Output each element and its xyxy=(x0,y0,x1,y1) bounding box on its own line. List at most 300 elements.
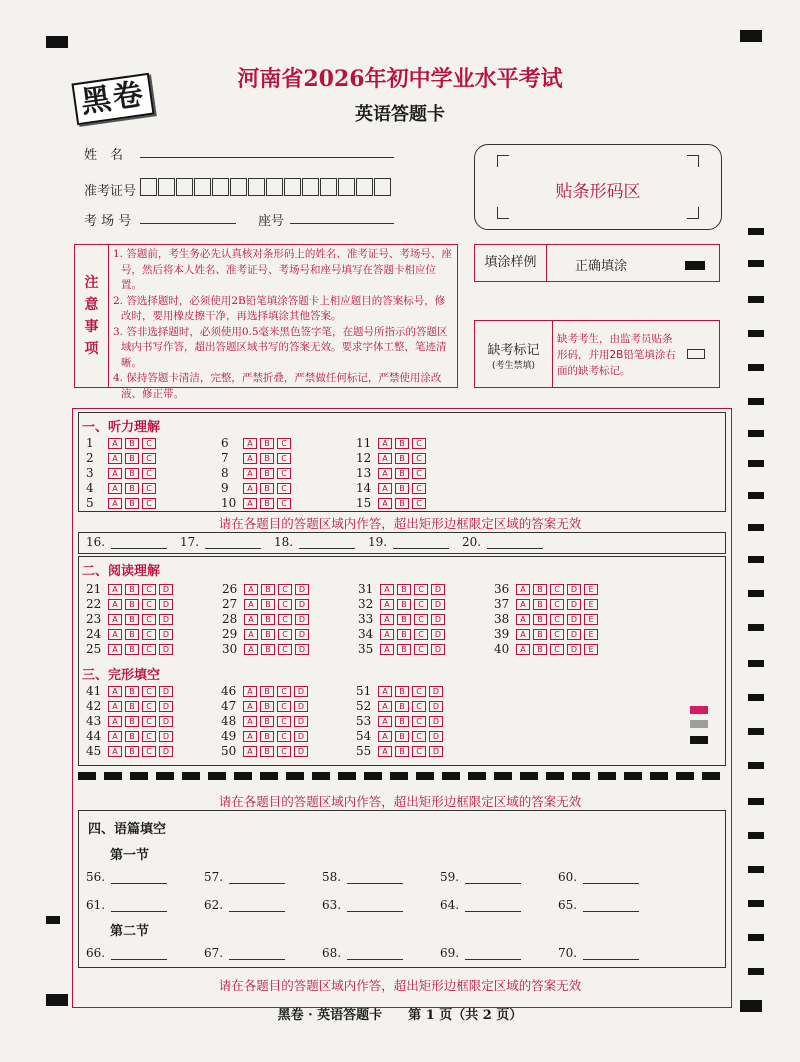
option-bubble-b[interactable]: B xyxy=(533,629,547,640)
question-number: 50 xyxy=(221,744,237,758)
option-bubble-a[interactable]: A xyxy=(378,453,392,464)
option-bubble-b[interactable]: B xyxy=(395,483,409,494)
option-bubble-b[interactable]: B xyxy=(125,584,139,595)
option-bubble-a[interactable]: A xyxy=(108,629,122,640)
option-bubble-c[interactable]: C xyxy=(412,438,426,449)
option-bubble-e[interactable]: E xyxy=(584,629,598,640)
blank-number: 19. xyxy=(368,535,388,549)
question-27 xyxy=(222,597,312,611)
reading-heading: 二、阅读理解 xyxy=(82,564,161,579)
option-bubble-e[interactable]: E xyxy=(584,644,598,655)
answer-line[interactable] xyxy=(111,870,167,884)
option-bubble-c[interactable]: C xyxy=(142,483,156,494)
fill-blank-19[interactable] xyxy=(368,535,449,549)
option-bubble-c[interactable]: C xyxy=(414,629,428,640)
option-bubble-a[interactable]: A xyxy=(380,584,394,595)
blank-number: 68. xyxy=(322,946,342,960)
question-23 xyxy=(86,612,176,626)
blank-number: 57. xyxy=(204,870,224,884)
option-bubble-c[interactable]: C xyxy=(550,584,564,595)
question-number: 6 xyxy=(221,436,229,450)
option-bubble-c[interactable]: C xyxy=(277,686,291,697)
option-bubble-a[interactable]: A xyxy=(378,468,392,479)
option-bubble-b[interactable]: B xyxy=(125,701,139,712)
option-bubble-b[interactable]: B xyxy=(533,584,547,595)
option-bubble-b[interactable]: B xyxy=(260,438,274,449)
option-bubble-b[interactable]: B xyxy=(125,453,139,464)
option-bubble-b[interactable]: B xyxy=(261,629,275,640)
option-bubble-b[interactable]: B xyxy=(125,731,139,742)
timing-mark xyxy=(748,900,764,907)
option-bubble-e[interactable]: E xyxy=(584,584,598,595)
fill-blank-20[interactable] xyxy=(462,535,543,549)
question-39 xyxy=(494,627,601,641)
question-number: 40 xyxy=(494,642,510,656)
part1-heading: 第一节 xyxy=(110,848,150,863)
option-bubble-b[interactable]: B xyxy=(395,731,409,742)
option-bubble-d[interactable]: D xyxy=(431,584,445,595)
option-bubble-a[interactable]: A xyxy=(108,483,122,494)
option-bubble-b[interactable]: B xyxy=(125,629,139,640)
question-number: 35 xyxy=(358,642,374,656)
option-bubble-c[interactable]: C xyxy=(550,599,564,610)
question-24 xyxy=(86,627,176,641)
option-bubble-d[interactable]: D xyxy=(429,686,443,697)
option-bubble-b[interactable]: B xyxy=(260,731,274,742)
option-bubble-a[interactable]: A xyxy=(108,686,122,697)
passage-heading: 四、语篇填空 xyxy=(88,822,167,837)
option-bubble-a[interactable]: A xyxy=(108,599,122,610)
question-38 xyxy=(494,612,601,626)
fill-sample-box xyxy=(474,244,720,282)
question-7 xyxy=(221,451,294,465)
option-bubble-b[interactable]: B xyxy=(260,686,274,697)
timing-mark xyxy=(748,330,764,337)
option-bubble-b[interactable]: B xyxy=(260,498,274,509)
option-bubble-b[interactable]: B xyxy=(260,483,274,494)
answer-line[interactable] xyxy=(111,898,167,912)
option-bubble-c[interactable]: C xyxy=(412,701,426,712)
fill-blank-62[interactable] xyxy=(204,898,285,912)
fill-blank-61[interactable] xyxy=(86,898,167,912)
option-bubble-a[interactable]: A xyxy=(516,614,530,625)
question-number: 8 xyxy=(221,466,229,480)
option-bubble-b[interactable]: B xyxy=(260,746,274,757)
question-number: 31 xyxy=(358,582,374,596)
question-number: 33 xyxy=(358,612,374,626)
option-bubble-a[interactable]: A xyxy=(108,746,122,757)
blank-number: 56. xyxy=(86,870,106,884)
option-bubble-c[interactable]: C xyxy=(142,498,156,509)
warning-text: 请在各题目的答题区域内作答，超出矩形边框限定区域的答案无效 xyxy=(218,794,582,809)
option-bubble-b[interactable]: B xyxy=(395,498,409,509)
option-bubble-d[interactable]: D xyxy=(431,614,445,625)
option-bubble-a[interactable]: A xyxy=(243,438,257,449)
blank-number: 69. xyxy=(440,946,460,960)
option-bubble-d[interactable]: D xyxy=(295,584,309,595)
option-bubble-a[interactable]: A xyxy=(516,644,530,655)
option-bubble-c[interactable]: C xyxy=(412,716,426,727)
option-bubble-b[interactable]: B xyxy=(125,438,139,449)
answer-line[interactable] xyxy=(229,946,285,960)
option-bubble-b[interactable]: B xyxy=(261,614,275,625)
option-bubble-a[interactable]: A xyxy=(243,498,257,509)
option-bubble-c[interactable]: C xyxy=(142,468,156,479)
question-55 xyxy=(356,744,446,758)
option-bubble-a[interactable]: A xyxy=(108,498,122,509)
option-bubble-c[interactable]: C xyxy=(277,498,291,509)
option-bubble-d[interactable]: D xyxy=(159,599,173,610)
absent-sublabel: (考生禁填) xyxy=(491,361,536,371)
answer-line[interactable] xyxy=(347,946,403,960)
option-bubble-d[interactable]: D xyxy=(567,599,581,610)
timing-mark xyxy=(748,934,764,941)
option-bubble-d[interactable]: D xyxy=(567,629,581,640)
option-bubble-e[interactable]: E xyxy=(584,599,598,610)
answer-line[interactable] xyxy=(347,898,403,912)
seat-field[interactable] xyxy=(290,210,394,224)
warning-text: 请在各题目的答题区域内作答，超出矩形边框限定区域的答案无效 xyxy=(218,978,582,993)
fill-blank-68[interactable] xyxy=(322,946,403,960)
timing-mark xyxy=(748,296,764,303)
option-bubble-c[interactable]: C xyxy=(414,584,428,595)
option-bubble-c[interactable]: C xyxy=(412,686,426,697)
option-bubble-b[interactable]: B xyxy=(260,468,274,479)
option-bubble-d[interactable]: D xyxy=(431,629,445,640)
option-bubble-b[interactable]: B xyxy=(260,701,274,712)
question-number: 3 xyxy=(86,466,94,480)
answer-line[interactable] xyxy=(583,898,639,912)
answer-line[interactable] xyxy=(487,535,543,549)
note-item: 4. 保持答题卡清洁，完整，严禁折叠，严禁做任何标记，严禁使用涂改液、修正带。 xyxy=(113,372,442,400)
question-29 xyxy=(222,627,312,641)
option-bubble-c[interactable]: C xyxy=(142,584,156,595)
option-bubble-b[interactable]: B xyxy=(125,599,139,610)
timing-mark xyxy=(748,430,764,437)
option-bubble-c[interactable]: C xyxy=(550,614,564,625)
option-bubble-b[interactable]: B xyxy=(261,644,275,655)
option-bubble-d[interactable]: D xyxy=(159,584,173,595)
answer-line[interactable] xyxy=(229,898,285,912)
option-bubble-c[interactable]: C xyxy=(412,731,426,742)
option-bubble-d[interactable]: D xyxy=(159,629,173,640)
question-49 xyxy=(221,729,311,743)
fill-blank-70[interactable] xyxy=(558,946,639,960)
option-bubble-d[interactable]: D xyxy=(294,701,308,712)
fill-blank-56[interactable] xyxy=(86,870,167,884)
option-bubble-d[interactable]: D xyxy=(295,614,309,625)
option-bubble-c[interactable]: C xyxy=(278,599,292,610)
option-bubble-b[interactable]: B xyxy=(125,746,139,757)
blank-number: 17. xyxy=(180,535,200,549)
fill-blank-67[interactable] xyxy=(204,946,285,960)
option-bubble-c[interactable]: C xyxy=(278,644,292,655)
option-bubble-b[interactable]: B xyxy=(533,599,547,610)
option-bubble-a[interactable]: A xyxy=(243,453,257,464)
option-bubble-a[interactable]: A xyxy=(108,438,122,449)
fill-blank-63[interactable] xyxy=(322,898,403,912)
blank-number: 70. xyxy=(558,946,578,960)
option-bubble-a[interactable]: A xyxy=(108,644,122,655)
absent-checkbox[interactable] xyxy=(687,349,705,359)
option-bubble-d[interactable]: D xyxy=(295,629,309,640)
option-bubble-b[interactable]: B xyxy=(397,614,411,625)
timing-mark xyxy=(748,460,764,467)
option-bubble-b[interactable]: B xyxy=(261,584,275,595)
option-bubble-a[interactable]: A xyxy=(244,644,258,655)
room-field[interactable] xyxy=(140,210,236,224)
fill-blank-18[interactable] xyxy=(274,535,355,549)
option-bubble-b[interactable]: B xyxy=(125,644,139,655)
option-bubble-a[interactable]: A xyxy=(378,438,392,449)
option-bubble-b[interactable]: B xyxy=(397,644,411,655)
option-bubble-b[interactable]: B xyxy=(397,629,411,640)
option-bubble-c[interactable]: C xyxy=(277,701,291,712)
option-bubble-b[interactable]: B xyxy=(125,614,139,625)
option-bubble-a[interactable]: A xyxy=(108,453,122,464)
answer-line[interactable] xyxy=(229,870,285,884)
option-bubble-a[interactable]: A xyxy=(108,614,122,625)
question-number: 42 xyxy=(86,699,102,713)
option-bubble-b[interactable]: B xyxy=(397,584,411,595)
option-bubble-b[interactable]: B xyxy=(533,644,547,655)
option-bubble-c[interactable]: C xyxy=(414,644,428,655)
option-bubble-a[interactable]: A xyxy=(378,731,392,742)
option-bubble-d[interactable]: D xyxy=(159,644,173,655)
exam-id-field[interactable] xyxy=(140,178,392,196)
option-bubble-a[interactable]: A xyxy=(516,584,530,595)
option-bubble-d[interactable]: D xyxy=(295,644,309,655)
question-number: 30 xyxy=(222,642,238,656)
option-bubble-c[interactable]: C xyxy=(278,614,292,625)
fill-blank-59[interactable] xyxy=(440,870,521,884)
option-bubble-a[interactable]: A xyxy=(243,483,257,494)
option-bubble-c[interactable]: C xyxy=(412,468,426,479)
option-bubble-a[interactable]: A xyxy=(108,584,122,595)
option-bubble-b[interactable]: B xyxy=(260,716,274,727)
option-bubble-d[interactable]: D xyxy=(294,731,308,742)
option-bubble-c[interactable]: C xyxy=(142,453,156,464)
option-bubble-a[interactable]: A xyxy=(380,629,394,640)
question-number: 32 xyxy=(358,597,374,611)
fill-blank-17[interactable] xyxy=(180,535,261,549)
option-bubble-d[interactable]: D xyxy=(159,746,173,757)
filled-mark-example xyxy=(685,261,705,270)
fill-blank-66[interactable] xyxy=(86,946,167,960)
option-bubble-d[interactable]: D xyxy=(429,746,443,757)
answer-line[interactable] xyxy=(205,535,261,549)
option-bubble-c[interactable]: C xyxy=(142,686,156,697)
question-47 xyxy=(221,699,311,713)
question-number: 23 xyxy=(86,612,102,626)
option-bubble-c[interactable]: C xyxy=(278,629,292,640)
option-bubble-d[interactable]: D xyxy=(567,614,581,625)
option-bubble-d[interactable]: D xyxy=(159,731,173,742)
question-number: 2 xyxy=(86,451,94,465)
timing-mark xyxy=(748,694,764,701)
timing-mark xyxy=(748,492,764,499)
option-bubble-b[interactable]: B xyxy=(260,453,274,464)
option-bubble-c[interactable]: C xyxy=(142,731,156,742)
answer-line[interactable] xyxy=(111,535,167,549)
option-bubble-c[interactable]: C xyxy=(550,629,564,640)
option-bubble-d[interactable]: D xyxy=(159,716,173,727)
question-43 xyxy=(86,714,176,728)
option-bubble-b[interactable]: B xyxy=(395,701,409,712)
option-bubble-a[interactable]: A xyxy=(243,746,257,757)
color-swatch xyxy=(690,736,708,744)
option-bubble-c[interactable]: C xyxy=(277,483,291,494)
question-37 xyxy=(494,597,601,611)
option-bubble-c[interactable]: C xyxy=(277,731,291,742)
option-bubble-c[interactable]: C xyxy=(412,498,426,509)
option-bubble-a[interactable]: A xyxy=(380,614,394,625)
option-bubble-b[interactable]: B xyxy=(395,468,409,479)
option-bubble-d[interactable]: D xyxy=(294,716,308,727)
option-bubble-a[interactable]: A xyxy=(516,629,530,640)
option-bubble-c[interactable]: C xyxy=(142,629,156,640)
option-bubble-a[interactable]: A xyxy=(243,468,257,479)
option-bubble-b[interactable]: B xyxy=(533,614,547,625)
question-52 xyxy=(356,699,446,713)
option-bubble-c[interactable]: C xyxy=(277,453,291,464)
option-bubble-d[interactable]: D xyxy=(567,584,581,595)
answer-line[interactable] xyxy=(299,535,355,549)
option-bubble-c[interactable]: C xyxy=(414,614,428,625)
option-bubble-c[interactable]: C xyxy=(550,644,564,655)
option-bubble-c[interactable]: C xyxy=(142,438,156,449)
option-bubble-b[interactable]: B xyxy=(125,498,139,509)
option-bubble-b[interactable]: B xyxy=(397,599,411,610)
option-bubble-b[interactable]: B xyxy=(395,746,409,757)
question-11 xyxy=(356,436,429,450)
answer-line[interactable] xyxy=(111,946,167,960)
answer-line[interactable] xyxy=(347,870,403,884)
timing-mark xyxy=(748,398,764,405)
question-number: 26 xyxy=(222,582,238,596)
option-bubble-d[interactable]: D xyxy=(429,701,443,712)
option-bubble-c[interactable]: C xyxy=(142,716,156,727)
fill-blank-64[interactable] xyxy=(440,898,521,912)
answer-line[interactable] xyxy=(583,870,639,884)
option-bubble-d[interactable]: D xyxy=(429,731,443,742)
option-bubble-d[interactable]: D xyxy=(429,716,443,727)
option-bubble-d[interactable]: D xyxy=(294,746,308,757)
option-bubble-d[interactable]: D xyxy=(567,644,581,655)
option-bubble-a[interactable]: A xyxy=(380,644,394,655)
option-bubble-d[interactable]: D xyxy=(294,686,308,697)
option-bubble-c[interactable]: C xyxy=(142,599,156,610)
question-31 xyxy=(358,582,448,596)
option-bubble-b[interactable]: B xyxy=(125,686,139,697)
question-number: 10 xyxy=(221,496,237,510)
option-bubble-d[interactable]: D xyxy=(159,614,173,625)
option-bubble-a[interactable]: A xyxy=(244,584,258,595)
option-bubble-a[interactable]: A xyxy=(243,701,257,712)
option-bubble-a[interactable]: A xyxy=(108,468,122,479)
option-bubble-d[interactable]: D xyxy=(295,599,309,610)
option-bubble-b[interactable]: B xyxy=(125,468,139,479)
option-bubble-c[interactable]: C xyxy=(142,644,156,655)
blank-number: 59. xyxy=(440,870,460,884)
fill-blank-57[interactable] xyxy=(204,870,285,884)
question-36 xyxy=(494,582,601,596)
question-10 xyxy=(221,496,294,510)
registration-mark xyxy=(46,36,68,48)
fill-blank-16[interactable] xyxy=(86,535,167,549)
option-bubble-b[interactable]: B xyxy=(395,716,409,727)
option-bubble-d[interactable]: D xyxy=(431,599,445,610)
option-bubble-c[interactable]: C xyxy=(142,701,156,712)
answer-line[interactable] xyxy=(465,946,521,960)
option-bubble-c[interactable]: C xyxy=(277,746,291,757)
option-bubble-d[interactable]: D xyxy=(159,701,173,712)
option-bubble-c[interactable]: C xyxy=(142,614,156,625)
option-bubble-e[interactable]: E xyxy=(584,614,598,625)
option-bubble-a[interactable]: A xyxy=(108,716,122,727)
option-bubble-c[interactable]: C xyxy=(412,746,426,757)
fill-blank-60[interactable] xyxy=(558,870,639,884)
answer-line[interactable] xyxy=(583,946,639,960)
option-bubble-a[interactable]: A xyxy=(516,599,530,610)
option-bubble-c[interactable]: C xyxy=(277,716,291,727)
option-bubble-a[interactable]: A xyxy=(378,686,392,697)
option-bubble-a[interactable]: A xyxy=(243,731,257,742)
option-bubble-a[interactable]: A xyxy=(244,629,258,640)
option-bubble-c[interactable]: C xyxy=(278,584,292,595)
option-bubble-c[interactable]: C xyxy=(412,453,426,464)
option-bubble-b[interactable]: B xyxy=(395,453,409,464)
option-bubble-c[interactable]: C xyxy=(277,438,291,449)
option-bubble-a[interactable]: A xyxy=(378,716,392,727)
fill-blank-69[interactable] xyxy=(440,946,521,960)
passage-section xyxy=(78,810,726,968)
option-bubble-a[interactable]: A xyxy=(378,746,392,757)
option-bubble-b[interactable]: B xyxy=(395,686,409,697)
option-bubble-c[interactable]: C xyxy=(412,483,426,494)
option-bubble-a[interactable]: A xyxy=(108,731,122,742)
option-bubble-a[interactable]: A xyxy=(244,614,258,625)
fill-blank-58[interactable] xyxy=(322,870,403,884)
option-bubble-a[interactable]: A xyxy=(378,483,392,494)
fill-blank-65[interactable] xyxy=(558,898,639,912)
option-bubble-c[interactable]: C xyxy=(142,746,156,757)
option-bubble-d[interactable]: D xyxy=(431,644,445,655)
option-bubble-b[interactable]: B xyxy=(395,438,409,449)
option-bubble-b[interactable]: B xyxy=(125,483,139,494)
barcode-label: 贴条形码区 xyxy=(555,182,641,202)
question-number: 11 xyxy=(356,436,372,450)
name-field[interactable] xyxy=(140,144,394,158)
option-bubble-a[interactable]: A xyxy=(378,498,392,509)
option-bubble-c[interactable]: C xyxy=(414,599,428,610)
option-bubble-d[interactable]: D xyxy=(159,686,173,697)
option-bubble-b[interactable]: B xyxy=(125,716,139,727)
answer-line[interactable] xyxy=(393,535,449,549)
option-bubble-a[interactable]: A xyxy=(378,701,392,712)
option-bubble-a[interactable]: A xyxy=(380,599,394,610)
answer-line[interactable] xyxy=(465,898,521,912)
question-3 xyxy=(86,466,159,480)
blank-number: 58. xyxy=(322,870,342,884)
option-bubble-a[interactable]: A xyxy=(243,686,257,697)
option-bubble-a[interactable]: A xyxy=(244,599,258,610)
option-bubble-a[interactable]: A xyxy=(243,716,257,727)
answer-line[interactable] xyxy=(465,870,521,884)
option-bubble-c[interactable]: C xyxy=(277,468,291,479)
option-bubble-b[interactable]: B xyxy=(261,599,275,610)
option-bubble-a[interactable]: A xyxy=(108,701,122,712)
